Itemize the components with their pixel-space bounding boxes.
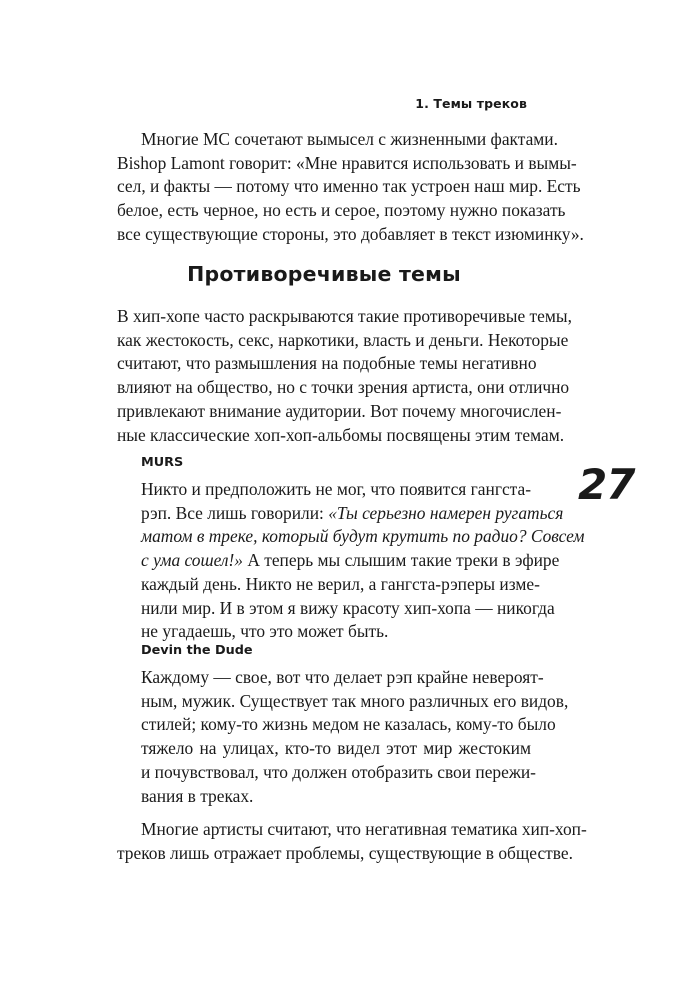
paragraph-line: Многие MC сочетают вымысел с жизненными фактами. xyxy=(141,129,558,149)
paragraph-line: считают, что размышления на подобные темы негативно xyxy=(117,353,537,374)
quote-murs xyxy=(141,455,585,644)
quote-line: рэп. Все лишь говорили: «Ты серьезно намерен ругаться xyxy=(141,502,564,523)
page-number: 27 xyxy=(578,460,635,509)
quote-line: Каждому — свое, вот что делает рэп крайне невероят- xyxy=(141,667,544,687)
paragraph-line: привлекают внимание аудитории. Вот почему многочислен- xyxy=(117,400,562,421)
quote-line: Никто и предположить не мог, что появится гангста- xyxy=(141,479,531,499)
quote-line: матом в треке, который будут крутить по радио? Совсем xyxy=(141,526,585,547)
quote-line: вания в треках. xyxy=(141,785,254,806)
quote-line: ным, мужик. Существует так много различных его видов, xyxy=(141,690,569,711)
quote-line: с ума сошел!» А теперь мы слышим такие треки в эфире xyxy=(141,550,560,571)
running-header: 1. Темы треков xyxy=(415,96,527,111)
paragraph-controversial-topics xyxy=(117,305,572,447)
paragraph-mixing-fiction xyxy=(117,128,584,247)
paragraph-line: все существующие стороны, это добавляет в текст изюминку». xyxy=(117,223,584,244)
paragraph-line: влияют на общество, но с точки зрения артиста, они отлично xyxy=(117,377,570,398)
paragraph-line: Bishop Lamont говорит: «Мне нравится использовать и вымы- xyxy=(117,152,577,173)
quote-speaker: MURS xyxy=(141,455,184,470)
paragraph-line: как жестокость, секс, наркотики, власть и деньги. Некоторые xyxy=(117,329,569,350)
quote-line: тяжело на улицах, кто-то видел этот мир жестоким xyxy=(141,738,531,759)
paragraph-line: ные классические хоп-хоп-альбомы посвящены этим темам. xyxy=(117,424,565,445)
quote-line: и почувствовал, что должен отобразить свои пережи- xyxy=(141,761,536,782)
quote-devin-the-dude xyxy=(141,643,569,808)
quote-speaker: Devin the Dude xyxy=(141,643,253,658)
quote-line: не угадаешь, что это может быть. xyxy=(141,621,389,642)
quote-line: нили мир. И в этом я вижу красоту хип-хопа — никогда xyxy=(141,597,555,618)
quote-line: стилей; кому-то жизнь медом не казалась, кому-то было xyxy=(141,714,556,735)
paragraph-line: белое, есть черное, но есть и серое, поэтому нужно показать xyxy=(117,200,566,221)
paragraph-line: В хип-хопе часто раскрываются такие противоречивые темы, xyxy=(117,306,572,326)
paragraph-line: Многие артисты считают, что негативная тематика хип-хоп- xyxy=(141,819,587,839)
section-heading: Противоречивые темы xyxy=(187,262,461,286)
paragraph-line: треков лишь отражает проблемы, существующие в обществе. xyxy=(117,842,573,863)
paragraph-line: сел, и факты — потому что именно так устроен наш мир. Есть xyxy=(117,176,581,197)
paragraph-negative-themes xyxy=(117,818,587,865)
quote-line: каждый день. Никто не верил, а гангста-рэперы изме- xyxy=(141,573,540,594)
